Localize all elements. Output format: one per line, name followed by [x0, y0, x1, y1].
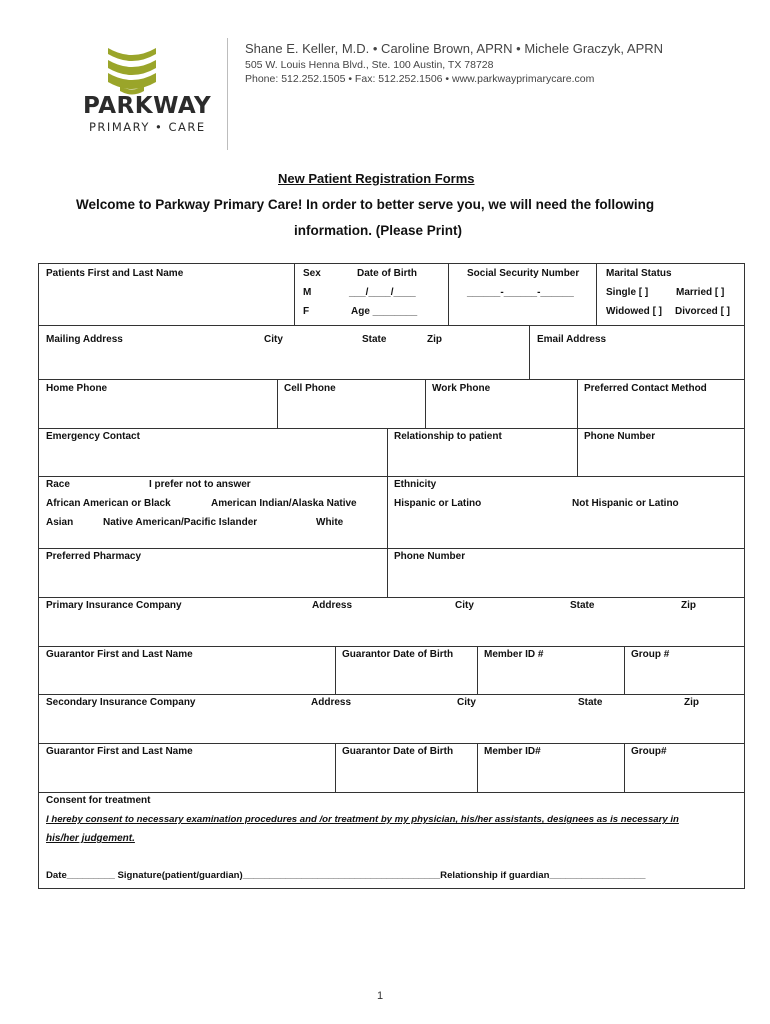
group-label-2: Group# — [631, 746, 667, 757]
page-number: 1 — [377, 990, 384, 1002]
col-divider — [477, 646, 478, 694]
race-american-indian-option[interactable]: American Indian/Alaska Native — [211, 498, 357, 509]
mailing-zip-label: Zip — [427, 334, 442, 345]
header-divider — [227, 38, 228, 150]
race-prefer-not-option[interactable]: I prefer not to answer — [149, 479, 251, 490]
row-divider — [39, 325, 744, 326]
consent-text-line-2: his/her judgement. — [46, 833, 135, 844]
row-divider — [39, 792, 744, 793]
ethnicity-not-hispanic-option[interactable]: Not Hispanic or Latino — [572, 498, 679, 509]
home-phone-label: Home Phone — [46, 383, 108, 394]
page-title: New Patient Registration Forms — [278, 171, 475, 186]
providers-line: Shane E. Keller, M.D. • Caroline Brown, APRN • Michele Graczyk, APRN — [245, 41, 664, 56]
ssn-field[interactable]: ______-______-______ — [467, 287, 574, 298]
marital-married-checkbox[interactable]: Married [ ] — [676, 287, 725, 298]
sex-male-option[interactable]: M — [303, 287, 312, 298]
marital-widowed-checkbox[interactable]: Widowed [ ] — [606, 306, 663, 317]
col-divider — [448, 264, 449, 325]
marital-single-checkbox[interactable]: Single [ ] — [606, 287, 649, 298]
secondary-insurance-address-label: Address — [311, 697, 352, 708]
welcome-line-1: Welcome to Parkway Primary Care! In order to better serve you, we will need the following — [76, 197, 655, 212]
relationship-label: Relationship to patient — [394, 431, 502, 442]
primary-insurance-city-label: City — [455, 600, 474, 611]
col-divider — [477, 743, 478, 792]
row-divider — [39, 694, 744, 695]
logo-mark-icon — [80, 40, 220, 100]
dob-field[interactable]: ___/____/____ — [349, 287, 416, 298]
primary-insurance-label: Primary Insurance Company — [46, 600, 182, 611]
col-divider — [529, 325, 530, 379]
member-id-label: Member ID # — [484, 649, 544, 660]
age-field[interactable]: Age ________ — [351, 306, 418, 317]
signature-line[interactable]: Date_________ Signature(patient/guardian)_____________________________________Relationship if guardian__________________ — [46, 870, 646, 881]
contact-line: Phone: 512.252.1505 • Fax: 512.252.1506 • www.parkwayprimarycare.com — [245, 73, 595, 85]
ethnicity-label: Ethnicity — [394, 479, 437, 490]
race-label: Race — [46, 479, 70, 490]
consent-title: Consent for treatment — [46, 795, 151, 806]
primary-insurance-address-label: Address — [312, 600, 353, 611]
dob-label: Date of Birth — [357, 268, 417, 279]
race-asian-option[interactable]: Asian — [46, 517, 74, 528]
mailing-city-label: City — [264, 334, 283, 345]
secondary-insurance-state-label: State — [578, 697, 603, 708]
logo — [80, 40, 220, 140]
sex-female-option[interactable]: F — [303, 306, 310, 317]
ssn-label: Social Security Number — [467, 268, 580, 279]
welcome-line-2: information. (Please Print) — [294, 223, 463, 238]
row-divider — [39, 379, 744, 380]
mailing-address-label: Mailing Address — [46, 334, 123, 345]
race-african-american-option[interactable]: African American or Black — [46, 498, 171, 509]
race-native-american-option[interactable]: Native American/Pacific Islander — [103, 517, 258, 528]
row-divider — [39, 428, 744, 429]
cell-phone-label: Cell Phone — [284, 383, 336, 394]
col-divider — [335, 646, 336, 694]
race-white-option[interactable]: White — [316, 517, 344, 528]
logo-name: PARKWAY — [83, 93, 212, 119]
sex-label: Sex — [303, 268, 321, 279]
secondary-insurance-zip-label: Zip — [684, 697, 699, 708]
row-divider — [39, 646, 744, 647]
col-divider — [624, 646, 625, 694]
work-phone-label: Work Phone — [432, 383, 491, 394]
primary-insurance-state-label: State — [570, 600, 595, 611]
ethnicity-hispanic-option[interactable]: Hispanic or Latino — [394, 498, 482, 509]
col-divider — [387, 548, 388, 597]
guarantor-dob-label-2: Guarantor Date of Birth — [342, 746, 454, 757]
emergency-contact-label: Emergency Contact — [46, 431, 140, 442]
guarantor-dob-label: Guarantor Date of Birth — [342, 649, 454, 660]
pharmacy-label: Preferred Pharmacy — [46, 551, 142, 562]
row-divider — [39, 476, 744, 477]
registration-form — [38, 263, 745, 889]
col-divider — [425, 379, 426, 428]
primary-insurance-zip-label: Zip — [681, 600, 696, 611]
col-divider — [624, 743, 625, 792]
patient-name-label: Patients First and Last Name — [46, 268, 184, 279]
preferred-contact-label: Preferred Contact Method — [584, 383, 707, 394]
marital-divorced-checkbox[interactable]: Divorced [ ] — [675, 306, 731, 317]
secondary-insurance-city-label: City — [457, 697, 476, 708]
secondary-insurance-label: Secondary Insurance Company — [46, 697, 196, 708]
marital-status-label: Marital Status — [606, 268, 672, 279]
consent-text-line-1: I hereby consent to necessary examination procedures and /or treatment by my physician, his/her assistants, designees as is necessary in — [46, 814, 679, 825]
guarantor-name-label-2: Guarantor First and Last Name — [46, 746, 193, 757]
col-divider — [277, 379, 278, 428]
row-divider — [39, 597, 744, 598]
row-divider — [39, 743, 744, 744]
col-divider — [387, 476, 388, 548]
col-divider — [596, 264, 597, 325]
guarantor-name-label: Guarantor First and Last Name — [46, 649, 193, 660]
email-label: Email Address — [537, 334, 607, 345]
col-divider — [335, 743, 336, 792]
pharmacy-phone-label: Phone Number — [394, 551, 466, 562]
row-divider — [39, 548, 744, 549]
emergency-phone-label: Phone Number — [584, 431, 656, 442]
group-label: Group # — [631, 649, 670, 660]
member-id-label-2: Member ID# — [484, 746, 541, 757]
col-divider — [294, 264, 295, 325]
address-line: 505 W. Louis Henna Blvd., Ste. 100 Austin, TX 78728 — [245, 59, 494, 71]
col-divider — [577, 379, 578, 428]
logo-subtitle: PRIMARY • CARE — [89, 120, 206, 134]
mailing-state-label: State — [362, 334, 387, 345]
col-divider — [387, 428, 388, 476]
col-divider — [577, 428, 578, 476]
